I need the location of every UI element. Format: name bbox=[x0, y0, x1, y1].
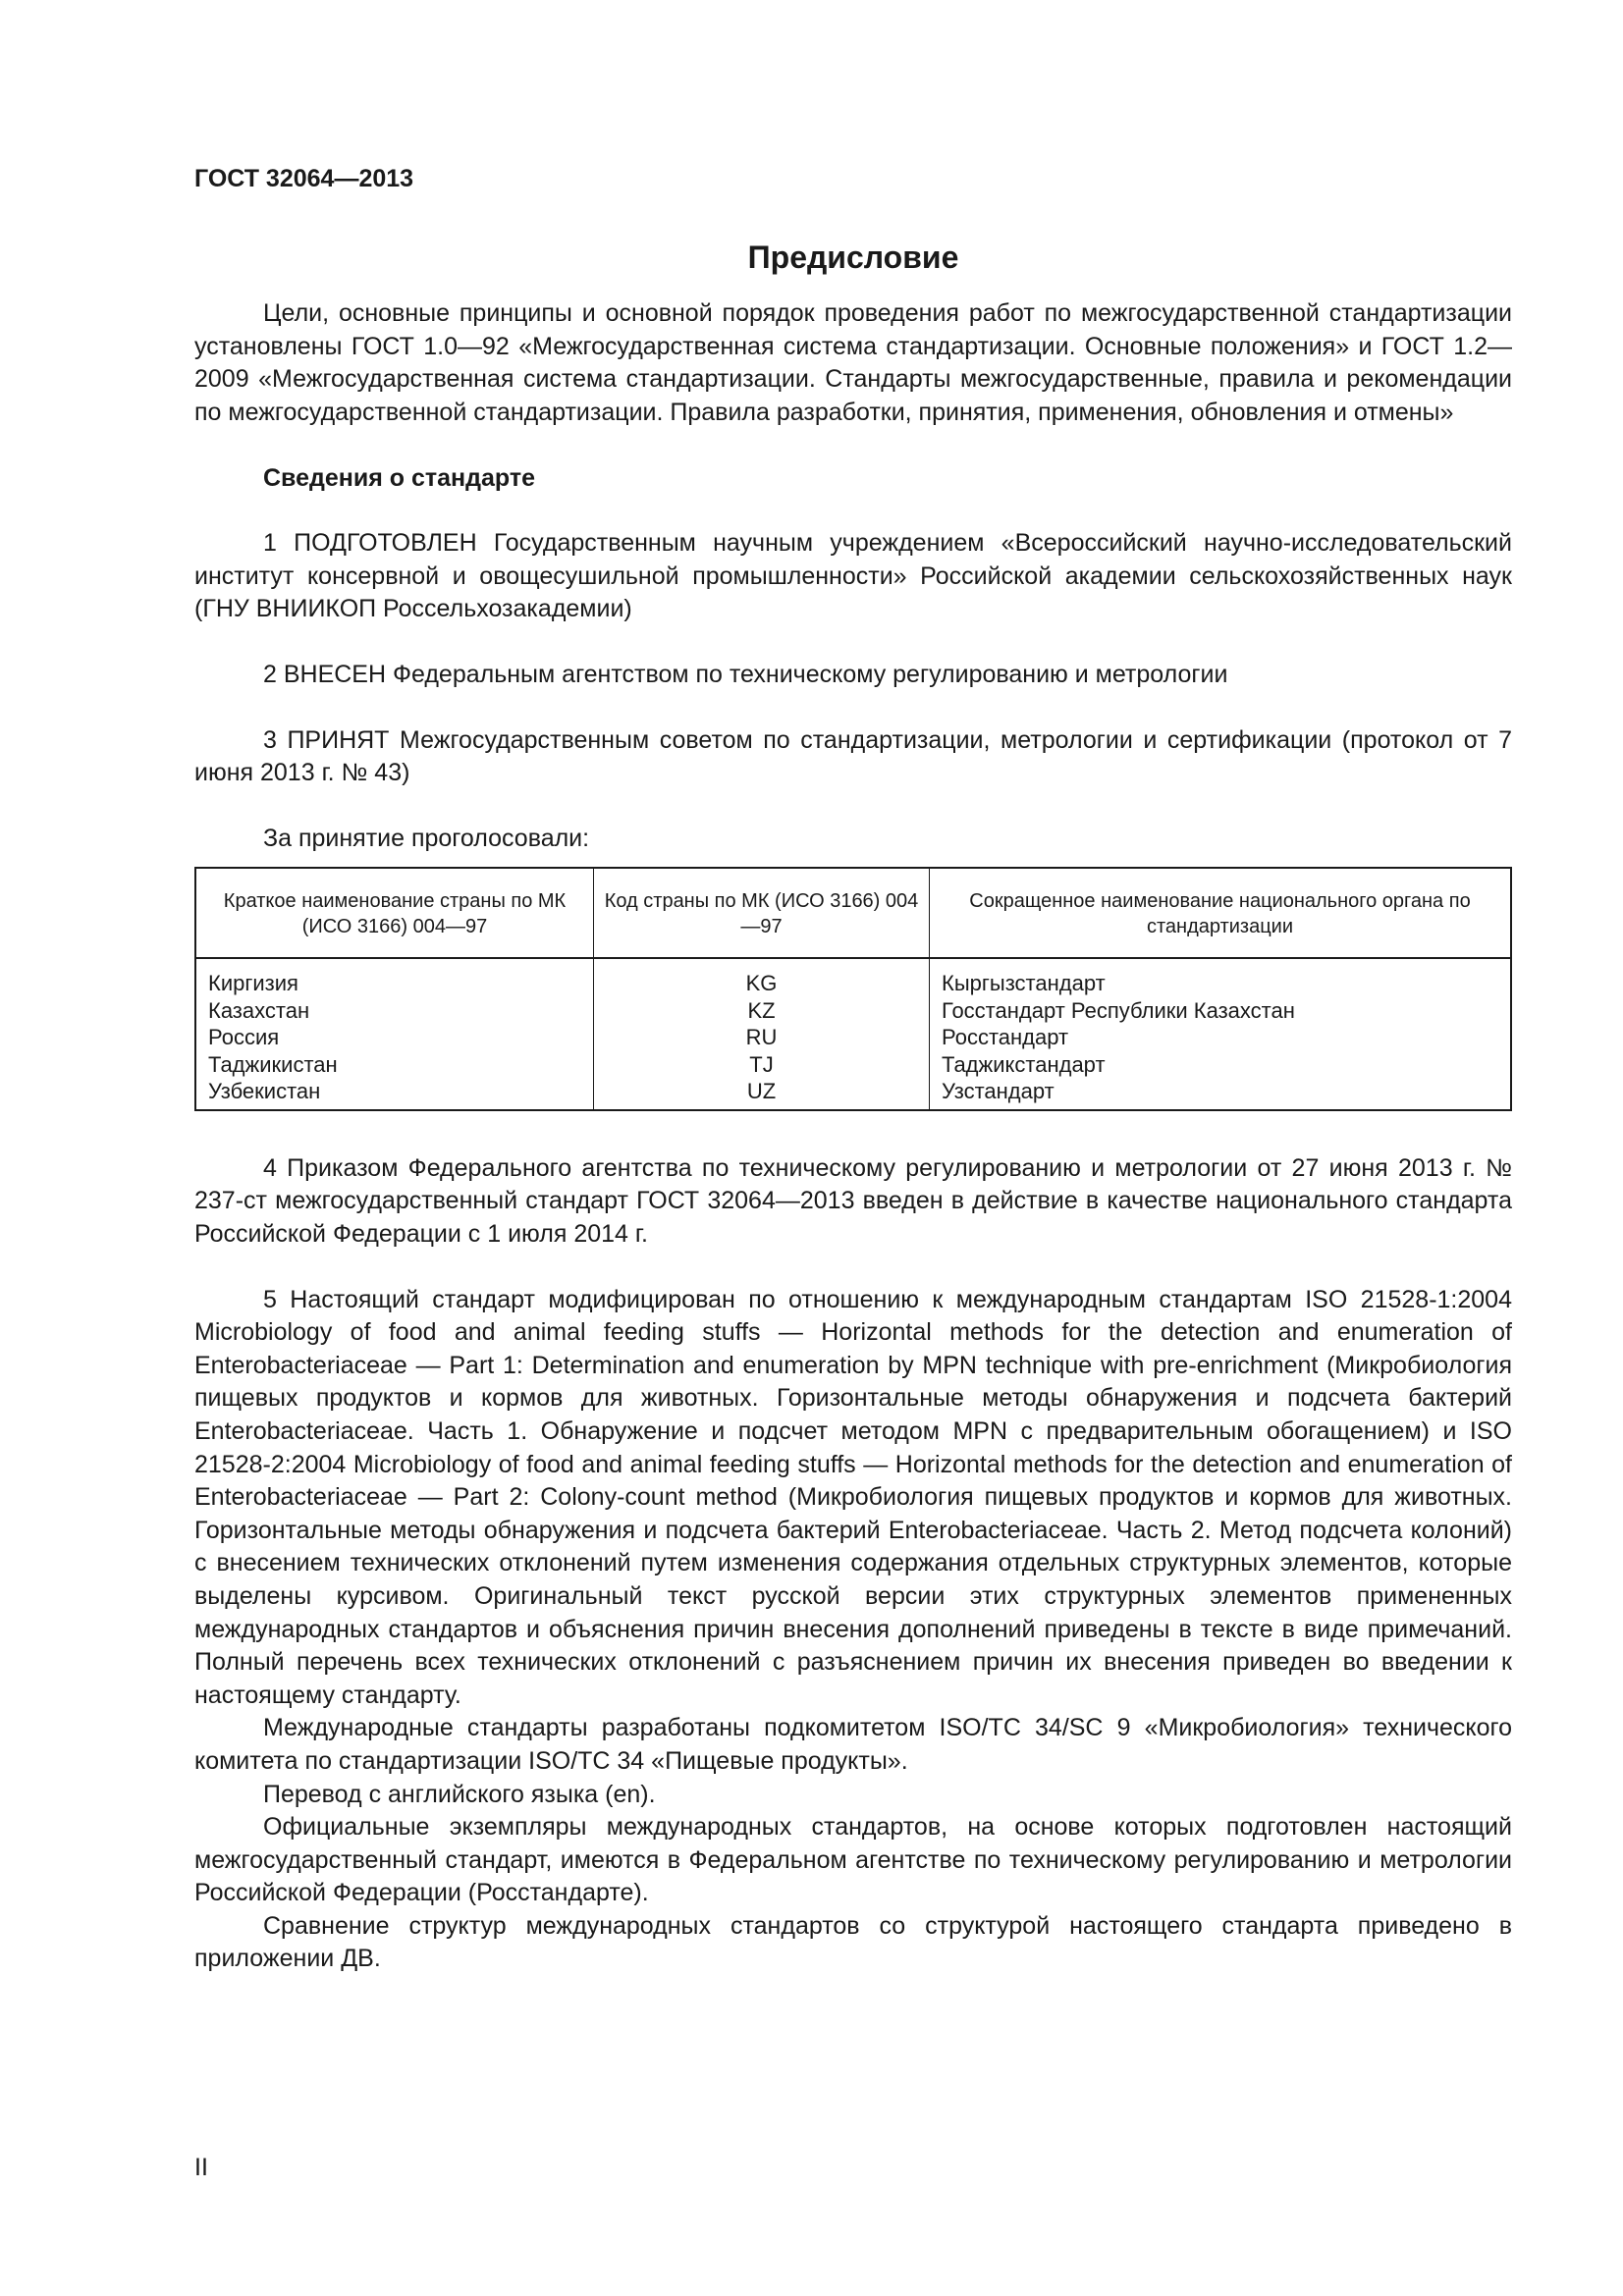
item-3-paragraph: 3 ПРИНЯТ Межгосударственным советом по стандартизации, метрологии и сертификации (протокол от 7 июня 2013 г. № 43) bbox=[194, 725, 1512, 787]
country-name: Узбекистан bbox=[195, 1078, 594, 1110]
national-body: Кыргызстандарт bbox=[942, 971, 1106, 996]
item-5-committee-paragraph: Международные стандарты разработаны подкомитетом ISO/TC 34/SC 9 «Микробиология» технического комитета по стандартизации ISO/TC 34 «Пищевые продукты». bbox=[194, 1714, 1512, 1775]
country-name: Киргизия bbox=[195, 958, 594, 997]
country-name: Казахстан bbox=[195, 997, 594, 1025]
page-title: Предисловие bbox=[747, 239, 959, 275]
table-row bbox=[195, 1024, 1511, 1051]
page-number: II bbox=[194, 2154, 208, 2181]
national-body: Узстандарт bbox=[942, 1079, 1055, 1104]
intro-paragraph: Цели, основные принципы и основной порядок проведения работ по межгосударственной стандартизации установлены ГОСТ 1.0—92 «Межгосударственная система стандартизации. Основные положения» и ГОСТ 1.2—2009 «Межгосударственная система стандартизации. Стандарты межгосударственные, правила и рекомендации по межгосударственной стандартизации. Правила разработки, принятия, применения, обновления и отмены» bbox=[194, 299, 1512, 426]
table-row bbox=[195, 958, 1511, 997]
table-header-row bbox=[195, 868, 1511, 958]
country-code: RU bbox=[594, 1024, 930, 1051]
header-country-code: Код страны по МК (ИСО 3166) 004—97 bbox=[594, 868, 930, 958]
item-5-translation-paragraph: Перевод с английского языка (en). bbox=[263, 1780, 656, 1808]
document-page bbox=[194, 147, 1512, 1976]
voters-table bbox=[194, 867, 1512, 1111]
table-row bbox=[195, 1078, 1511, 1110]
section-title: Сведения о стандарте bbox=[263, 463, 536, 492]
national-body: Росстандарт bbox=[942, 1025, 1069, 1050]
header-national-body: Сокращенное наименование национального органа по стандартизации bbox=[930, 868, 1512, 958]
country-code: KG bbox=[594, 958, 930, 997]
country-code: KZ bbox=[594, 997, 930, 1025]
item-5-comparison-paragraph: Сравнение структур международных стандартов со структурой настоящего стандарта приведено в приложении ДВ. bbox=[194, 1911, 1512, 1973]
table-row bbox=[195, 1051, 1511, 1079]
country-name: Таджикистан bbox=[195, 1051, 594, 1079]
item-2-paragraph: 2 ВНЕСЕН Федеральным агентством по техническому регулированию и метрологии bbox=[263, 660, 1228, 688]
country-code: TJ bbox=[594, 1051, 930, 1079]
item-5-paragraph: 5 Настоящий стандарт модифицирован по отношению к международным стандартам ISO 21528-1:2004 Microbiology of food and animal feeding stuffs — Horizontal methods for the detection and enumeration of Enterobacteriaceae — Part 1: Determination and enumeration by MPN technique with pre-enrichment (Микробиология пищевых продуктов и кормов для животных. Горизонтальные методы обнаружения и подсчета бактерий Enterobacteriaceae. Часть 1. Обнаружение и подсчет методом MPN с предварительным обогащением) и ISO 21528-2:2004 Microbiology of food and animal feeding stuffs — Horizontal methods for the detection and enumeration of Enterobacteriaceae — Part 2: Colony-count method (Микробиология пищевых продуктов и кормов для животных. Горизонтальные методы обнаружения и подсчета бактерий Enterobacteriaceae. Часть 2. Метод подсчета колоний) с внесением технических отклонений путем изменения содержания отдельных структурных элементов, которые выделены курсивом. Оригинальный текст русской версии этих структурных элементов примененных международных стандартов и объяснения причин внесения дополнений приведены в тексте в виде примечаний. Полный перечень всех технических отклонений с разъяснением причин их внесения приведен во введении к настоящему стандарту. bbox=[194, 1285, 1512, 1709]
document-id: ГОСТ 32064—2013 bbox=[194, 165, 414, 192]
country-name: Россия bbox=[195, 1024, 594, 1051]
table-row bbox=[195, 997, 1511, 1025]
country-code: UZ bbox=[594, 1078, 930, 1110]
national-body: Госстандарт Республики Казахстан bbox=[942, 997, 1295, 1023]
item-5-official-copies-paragraph: Официальные экземпляры международных стандартов, на основе которых подготовлен настоящий межгосударственный стандарт, имеются в Федеральном агентстве по техническому регулированию и метрологии Российской Федерации (Росстандарте). bbox=[194, 1813, 1512, 1907]
national-body: Таджикстандарт bbox=[942, 1051, 1106, 1077]
vote-intro: За принятие проголосовали: bbox=[263, 824, 590, 852]
header-country-name: Краткое наименование страны по МК (ИСО 3166) 004—97 bbox=[195, 868, 594, 958]
item-1-paragraph: 1 ПОДГОТОВЛЕН Государственным научным учреждением «Всероссийский научно-исследовательский институт консервной и овощесушильной промышленности» Российской академии сельскохозяйственных наук (ГНУ ВНИИКОП Россельхозакадемии) bbox=[194, 529, 1512, 623]
item-4-paragraph: 4 Приказом Федерального агентства по техническому регулированию и метрологии от 27 июня 2013 г. № 237-ст межгосударственный стандарт ГОСТ 32064—2013 введен в действие в качестве национального стандарта Российской Федерации с 1 июля 2014 г. bbox=[194, 1153, 1512, 1248]
